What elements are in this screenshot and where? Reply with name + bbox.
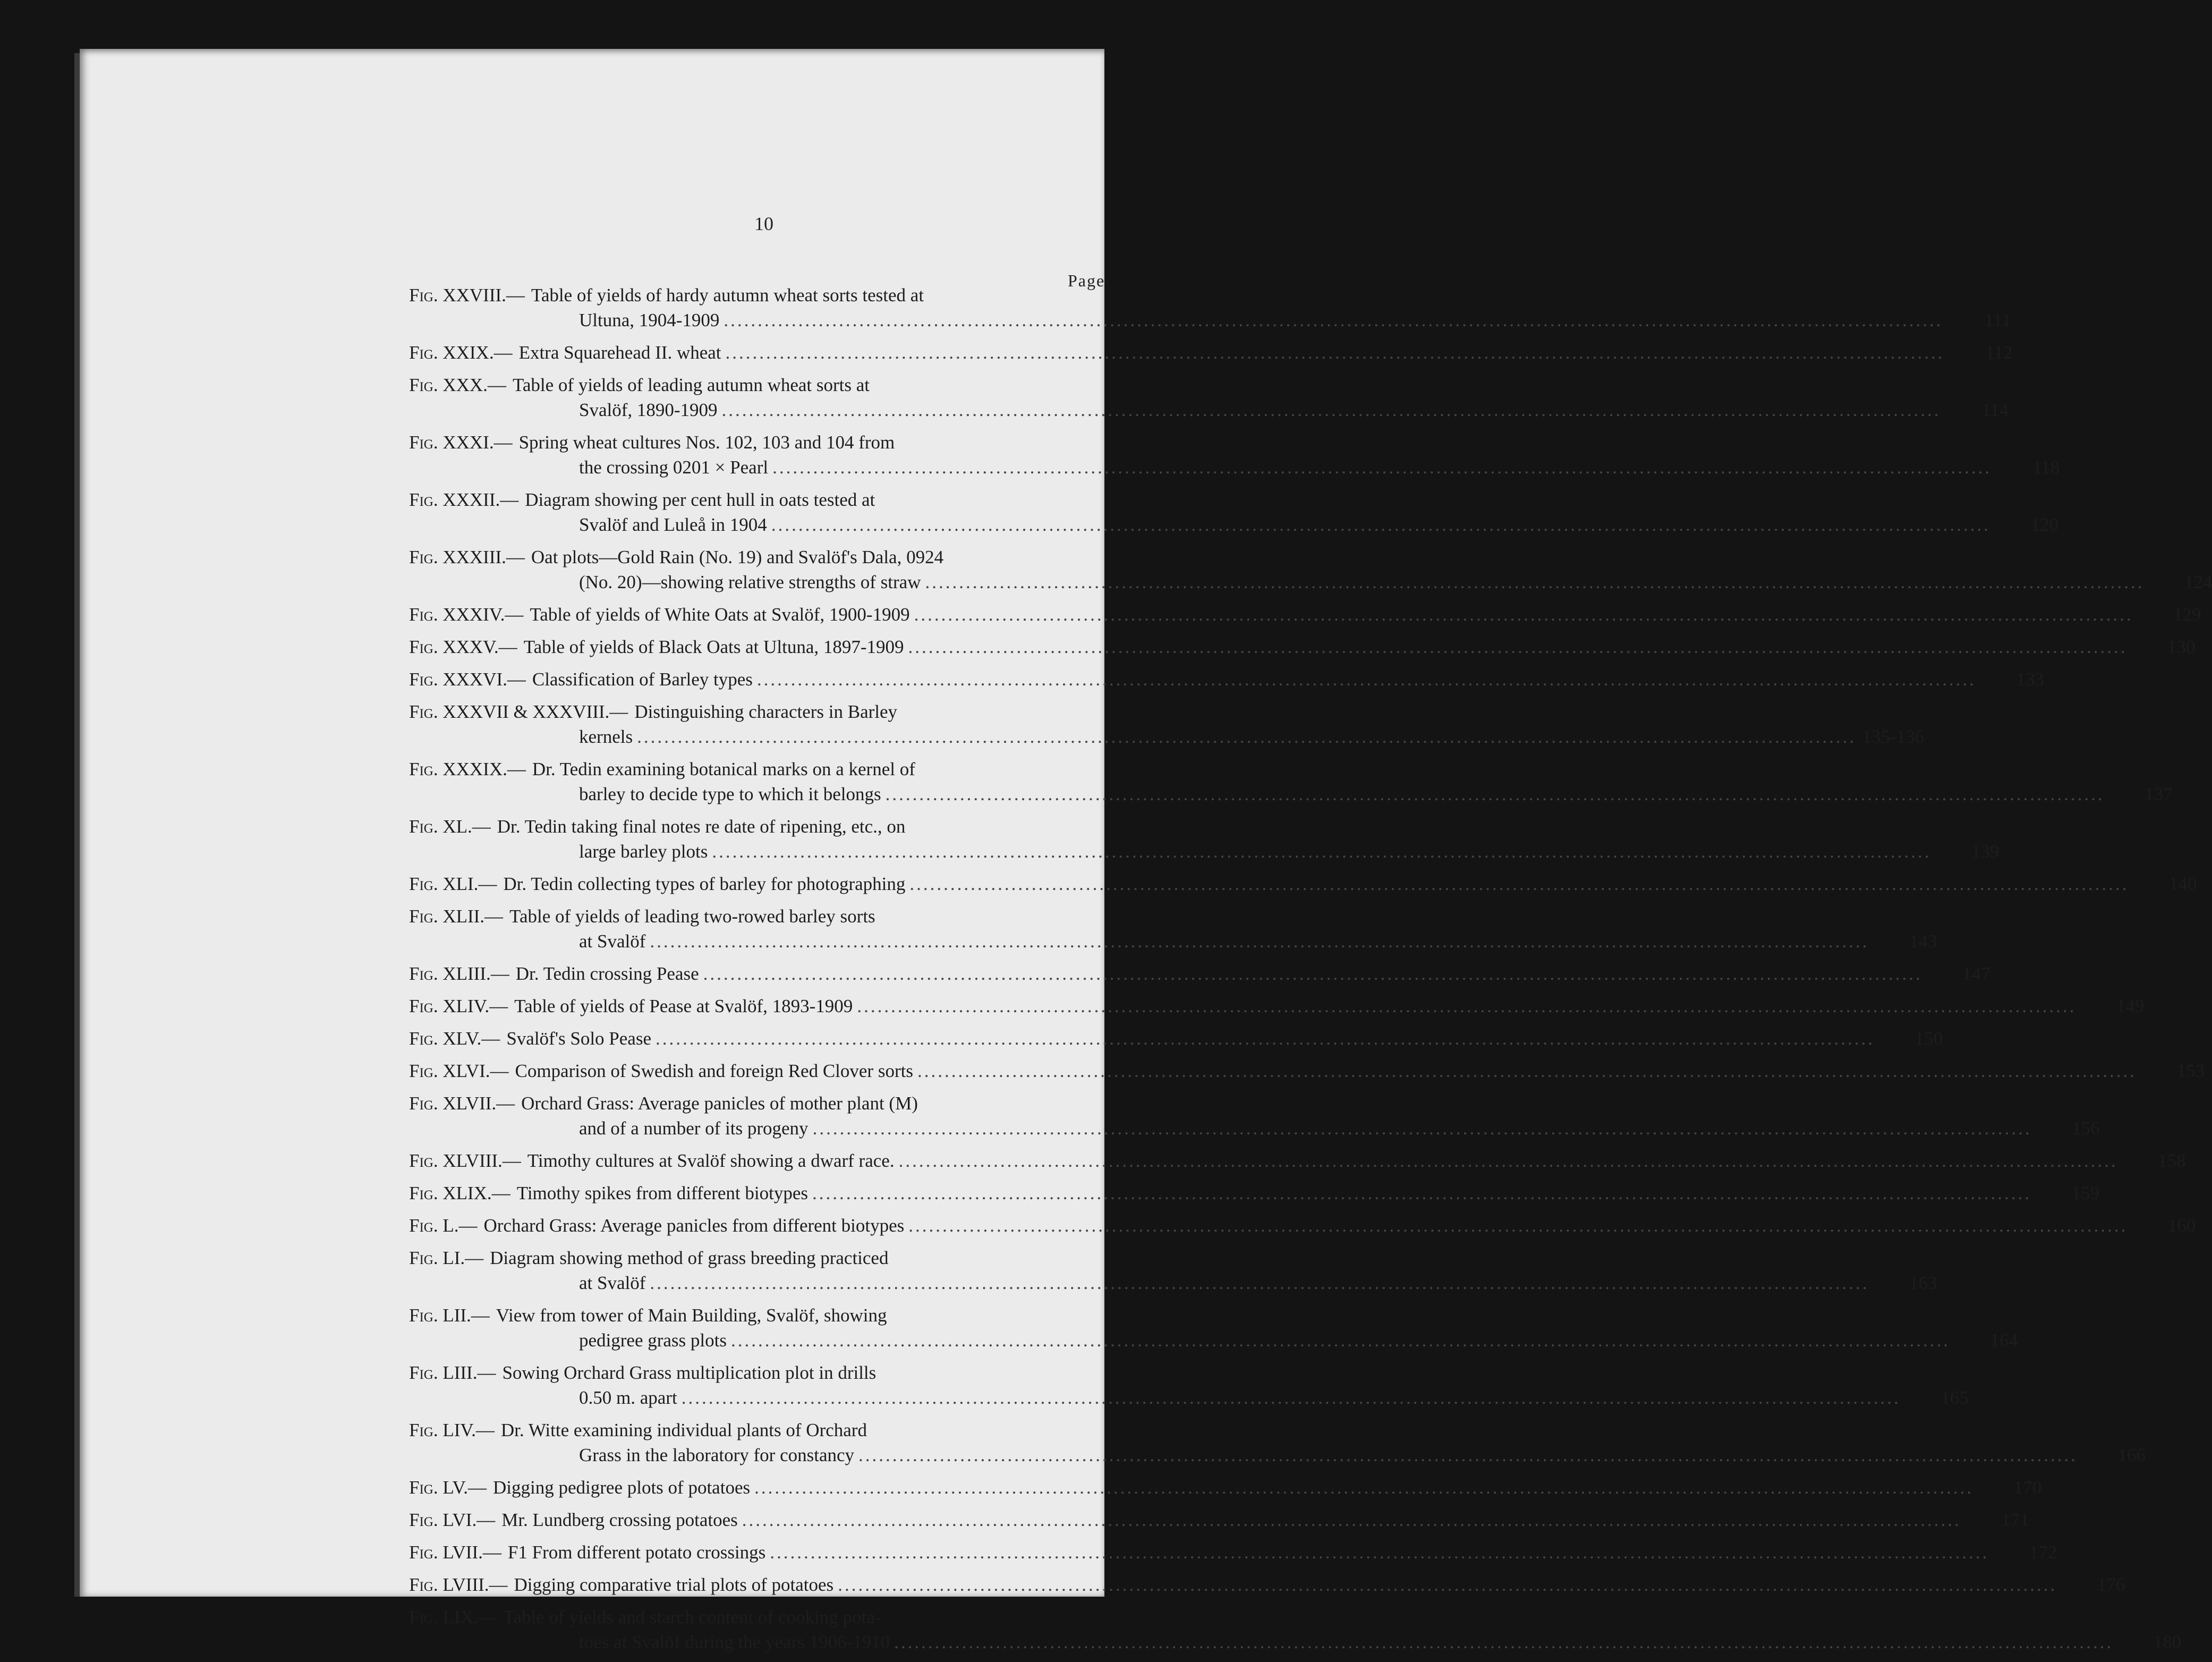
figure-number: Fig. LIX.— (409, 1607, 497, 1627)
entry-spacing (409, 595, 1121, 602)
figure-entry (409, 757, 2173, 807)
figure-number: Fig. XXXIII.— (409, 547, 525, 567)
entry-spacing (409, 692, 1121, 699)
figure-entry (409, 1475, 2042, 1500)
figure-title: Table of yields of leading two-rowed barley sorts (509, 906, 875, 927)
figure-entry (409, 1026, 1943, 1051)
leader-dots (771, 512, 1990, 537)
figure-entry (409, 1245, 1937, 1295)
figure-entry (409, 1540, 2057, 1565)
figure-number: Fig. XLII.— (409, 906, 504, 927)
figure-title: Dr. Tedin crossing Pease (515, 963, 699, 984)
figure-number: Fig. XXXIX.— (409, 759, 526, 779)
figure-number: Fig. XXXII.— (409, 489, 519, 510)
leader-dots (754, 1475, 1973, 1500)
figure-title: Timothy cultures at Svalöf showing a dwarf race. (527, 1150, 895, 1171)
page-reference: 118 (2032, 457, 2060, 478)
page-reference: 172 (2029, 1542, 2057, 1563)
page-reference: 149 (2116, 996, 2145, 1016)
leader-dots (908, 634, 2128, 659)
figure-title: Table of yields of White Oats at Svalöf, 1900-1909 (530, 604, 910, 625)
entry-spacing (409, 896, 1121, 904)
figure-title: Classification of Barley types (532, 669, 753, 690)
figure-title: Timothy spikes from different biotypes (516, 1183, 808, 1203)
page-reference: 130 (2167, 637, 2196, 657)
leader-dots (731, 1328, 1950, 1353)
page-reference: 176 (2097, 1574, 2125, 1595)
entry-spacing (409, 1083, 1121, 1091)
figure-number: Fig. XLV.— (409, 1028, 500, 1049)
page-sheet (80, 49, 2212, 1652)
figure-title: Digging comparative trial plots of potatoes (514, 1574, 834, 1595)
leader-dots (682, 1385, 1901, 1410)
figure-number: Fig. XXX.— (409, 375, 506, 395)
page-reference: 150 (1915, 1028, 1943, 1049)
page-reference: 112 (1985, 342, 2013, 363)
figure-title-continuation: pedigree grass plots (579, 1330, 727, 1351)
figure-entry (409, 1181, 2099, 1206)
entry-spacing (409, 480, 1121, 487)
figure-title: Digging pedigree plots of potatoes (493, 1477, 751, 1498)
figure-entry (409, 1360, 1969, 1410)
figure-title: Table of yields and starch content of cooking pota- (503, 1607, 881, 1627)
figure-title-continuation: large barley plots (579, 841, 708, 862)
page-reference: 129 (2173, 604, 2201, 625)
figure-number: Fig. XXXIV.— (409, 604, 524, 625)
leader-dots (917, 1058, 2137, 1083)
leader-dots (812, 1181, 2031, 1206)
figure-entry (409, 904, 1937, 954)
leader-dots (886, 782, 2105, 807)
entry-spacing (409, 1173, 1121, 1181)
figure-number: Fig. LV.— (409, 1477, 487, 1498)
figure-number: Fig. LIII.— (409, 1362, 496, 1383)
figure-number: Fig. LIV.— (409, 1420, 495, 1440)
figure-number: Fig. LI.— (409, 1248, 484, 1268)
figure-number: Fig. LVII.— (409, 1542, 501, 1563)
figure-title-continuation: Svalöf and Luleå in 1904 (579, 514, 767, 535)
figure-number: Fig. LII.— (409, 1305, 490, 1326)
figure-title: Dr. Witte examining individual plants of Orchard (500, 1420, 867, 1440)
page-reference: 133 (2016, 669, 2044, 690)
leader-dots (712, 839, 1931, 864)
page-reference: 137 (2145, 784, 2173, 804)
page-reference: 166 (2117, 1445, 2146, 1465)
entry-spacing (409, 1655, 1121, 1662)
entry-spacing (409, 1295, 1121, 1303)
page-reference: 171 (2001, 1510, 2029, 1530)
leader-dots (894, 1630, 2113, 1655)
figure-entry (409, 699, 1925, 749)
page-reference: 159 (2071, 1183, 2099, 1203)
figure-entry (409, 1058, 2205, 1083)
figure-title: F1 From different potato crossings (507, 1542, 766, 1563)
page-reference: 124 (2184, 572, 2212, 592)
figure-title: Table of yields of leading autumn wheat sorts at (512, 375, 870, 395)
figure-title-continuation: Ultuna, 1904-1909 (579, 310, 720, 330)
page-reference: 180 (2153, 1632, 2182, 1652)
leader-dots (650, 1270, 1869, 1295)
entry-spacing (409, 1410, 1121, 1418)
leader-dots (908, 1213, 2128, 1238)
entry-spacing (409, 749, 1121, 757)
figure-number: Fig. XXXVII & XXXVIII.— (409, 701, 628, 722)
page-reference: 139 (1971, 841, 2000, 862)
page-reference: 114 (1981, 400, 2009, 420)
leader-dots (637, 724, 1856, 749)
leader-dots (742, 1507, 1961, 1532)
entry-spacing (409, 1141, 1121, 1148)
figure-title-continuation: barley to decide type to which it belongs (579, 784, 881, 804)
figure-entry (409, 814, 2000, 864)
figure-entry (409, 1418, 2146, 1468)
figure-entry (409, 667, 2044, 692)
figure-title-continuation: and of a number of its progeny (579, 1118, 809, 1139)
figure-title: Dr. Tedin taking final notes re date of ripening, etc., on (497, 816, 906, 837)
page-reference: 163 (1909, 1273, 1937, 1293)
entry-spacing (409, 1051, 1121, 1058)
figure-title: Oat plots—Gold Rain (No. 19) and Svalöf's Dala, 0924 (531, 547, 944, 567)
leader-dots (650, 929, 1869, 954)
figure-number: Fig. XLIX.— (409, 1183, 511, 1203)
figure-title-continuation: at Svalöf (579, 1273, 646, 1293)
figure-entry (409, 1572, 2125, 1597)
leader-dots (813, 1116, 2032, 1141)
entry-spacing (409, 1019, 1121, 1026)
figure-title: Table of yields of Black Oats at Ultuna, 1897-1909 (523, 637, 904, 657)
figure-entry (409, 1303, 2018, 1353)
leader-dots (656, 1026, 1875, 1051)
entry-spacing (409, 627, 1121, 634)
figure-number: Fig. XLIII.— (409, 963, 509, 984)
leader-dots (772, 455, 1992, 480)
leader-dots (925, 570, 2144, 595)
figure-entry (409, 545, 2212, 595)
figure-title: Table of yields of hardy autumn wheat sorts tested at (531, 285, 924, 306)
figure-title: Distinguishing characters in Barley (634, 701, 898, 722)
entry-spacing (409, 333, 1121, 340)
figure-number: Fig. XLVI.— (409, 1061, 509, 1081)
figure-number: Fig. XL.— (409, 816, 491, 837)
figure-number: Fig. XXXV.— (409, 637, 517, 657)
figure-entry (409, 1091, 2100, 1141)
figure-title: Svalöf's Solo Pease (506, 1028, 651, 1049)
figure-title-continuation: the crossing 0201 × Pearl (579, 457, 769, 478)
entry-spacing (409, 659, 1121, 667)
figure-number: Fig. LVI.— (409, 1510, 496, 1530)
leader-dots (857, 994, 2076, 1019)
figure-entry (409, 283, 2011, 333)
figure-entry (409, 1213, 2196, 1238)
figure-title: Orchard Grass: Average panicles from different biotypes (483, 1215, 905, 1236)
list-of-figures (409, 283, 2212, 1662)
entry-spacing (409, 864, 1121, 871)
page-column-heading: Page (1068, 271, 1105, 290)
leader-dots (914, 602, 2133, 627)
figure-number: Fig. XLI.— (409, 874, 497, 894)
figure-title: Extra Squarehead II. wheat (518, 342, 721, 363)
figure-entry (409, 602, 2201, 627)
figure-title: Mr. Lundberg crossing potatoes (501, 1510, 738, 1530)
figure-number: Fig. XXXVI.— (409, 669, 526, 690)
figure-entry (409, 1507, 2029, 1532)
page-reference: 164 (1990, 1330, 2018, 1351)
figure-entry (409, 340, 2013, 365)
figure-entry (409, 430, 2060, 480)
figure-title: Diagram showing per cent hull in oats tested at (525, 489, 875, 510)
leader-dots (722, 397, 1941, 422)
figure-title-continuation: Svalöf, 1890-1909 (579, 400, 718, 420)
leader-dots (726, 340, 1945, 365)
figure-title: Comparison of Swedish and foreign Red Clover sorts (515, 1061, 913, 1081)
entry-spacing (409, 1532, 1121, 1540)
figure-entry (409, 487, 2058, 537)
page-reference: 153 (2176, 1061, 2205, 1081)
leader-dots (757, 667, 1976, 692)
figure-number: Fig. XLIV.— (409, 996, 508, 1016)
entry-spacing (409, 422, 1121, 430)
page-reference: 158 (2158, 1150, 2186, 1171)
page-reference: 170 (2013, 1477, 2042, 1498)
figure-entry (409, 1605, 2182, 1655)
entry-spacing (409, 1500, 1121, 1507)
page-reference: 165 (1941, 1387, 1969, 1408)
entry-spacing (409, 1353, 1121, 1360)
page-reference: 111 (1984, 310, 2011, 330)
leader-dots (858, 1443, 2078, 1468)
figure-entry (409, 994, 2145, 1019)
page-reference: 147 (1962, 963, 1990, 984)
page-reference: 143 (1909, 931, 1937, 952)
figure-entry (409, 634, 2196, 659)
figure-title-continuation: 0.50 m. apart (579, 1387, 677, 1408)
figure-number: Fig. XLVIII.— (409, 1150, 521, 1171)
figure-number: Fig. XXVIII.— (409, 285, 525, 306)
entry-spacing (409, 1238, 1121, 1245)
leader-dots (703, 961, 1922, 986)
figure-title-continuation: Grass in the laboratory for constancy (579, 1445, 855, 1465)
entry-spacing (409, 1565, 1121, 1572)
figure-title: Dr. Tedin collecting types of barley for photographing (503, 874, 906, 894)
figure-number: Fig. XXIX.— (409, 342, 513, 363)
figure-entry (409, 372, 2009, 422)
figure-entry (409, 871, 2197, 896)
figure-title-continuation: toes at Svalöf during the years 1906-1910 (579, 1632, 890, 1652)
page-reference: 135-136 (1862, 726, 1925, 747)
entry-spacing (409, 1206, 1121, 1213)
page-reference: 160 (2167, 1215, 2196, 1236)
figure-title-continuation: kernels (579, 726, 633, 747)
entry-spacing (409, 537, 1121, 545)
figure-title-continuation: (No. 20)—showing relative strengths of straw (579, 572, 921, 592)
page-reference: 156 (2072, 1118, 2100, 1139)
figure-number: Fig. LVIII.— (409, 1574, 508, 1595)
figure-title: Sowing Orchard Grass multiplication plot in drills (502, 1362, 877, 1383)
entry-spacing (409, 986, 1121, 994)
figure-title: Diagram showing method of grass breeding practiced (490, 1248, 889, 1268)
leader-dots (838, 1572, 2057, 1597)
leader-dots (770, 1540, 1989, 1565)
entry-spacing (409, 1597, 1121, 1605)
page-reference: 120 (2030, 514, 2058, 535)
entry-spacing (409, 1468, 1121, 1475)
entry-spacing (409, 954, 1121, 961)
figure-number: Fig. L.— (409, 1215, 478, 1236)
figure-title: View from tower of Main Building, Svalöf, showing (496, 1305, 887, 1326)
figure-title: Dr. Tedin examining botanical marks on a kernel of (532, 759, 915, 779)
figure-title: Spring wheat cultures Nos. 102, 103 and 104 from (518, 432, 895, 453)
leader-dots (909, 871, 2129, 896)
figure-title-continuation: at Svalöf (579, 931, 646, 952)
entry-spacing (409, 807, 1121, 814)
figure-number: Fig. XLVII.— (409, 1093, 515, 1114)
figure-title: Orchard Grass: Average panicles of mother plant (M) (521, 1093, 918, 1114)
page-reference: 140 (2168, 874, 2197, 894)
figure-number: Fig. XXXI.— (409, 432, 513, 453)
leader-dots (724, 308, 1943, 333)
figure-title: Table of yields of Pease at Svalöf, 1893-1909 (514, 996, 853, 1016)
entry-spacing (409, 365, 1121, 372)
figure-entry (409, 961, 1990, 986)
book-spine-shadow (74, 53, 80, 1597)
page-number: 10 (754, 213, 773, 234)
leader-dots (899, 1148, 2118, 1173)
figure-entry (409, 1148, 2186, 1173)
